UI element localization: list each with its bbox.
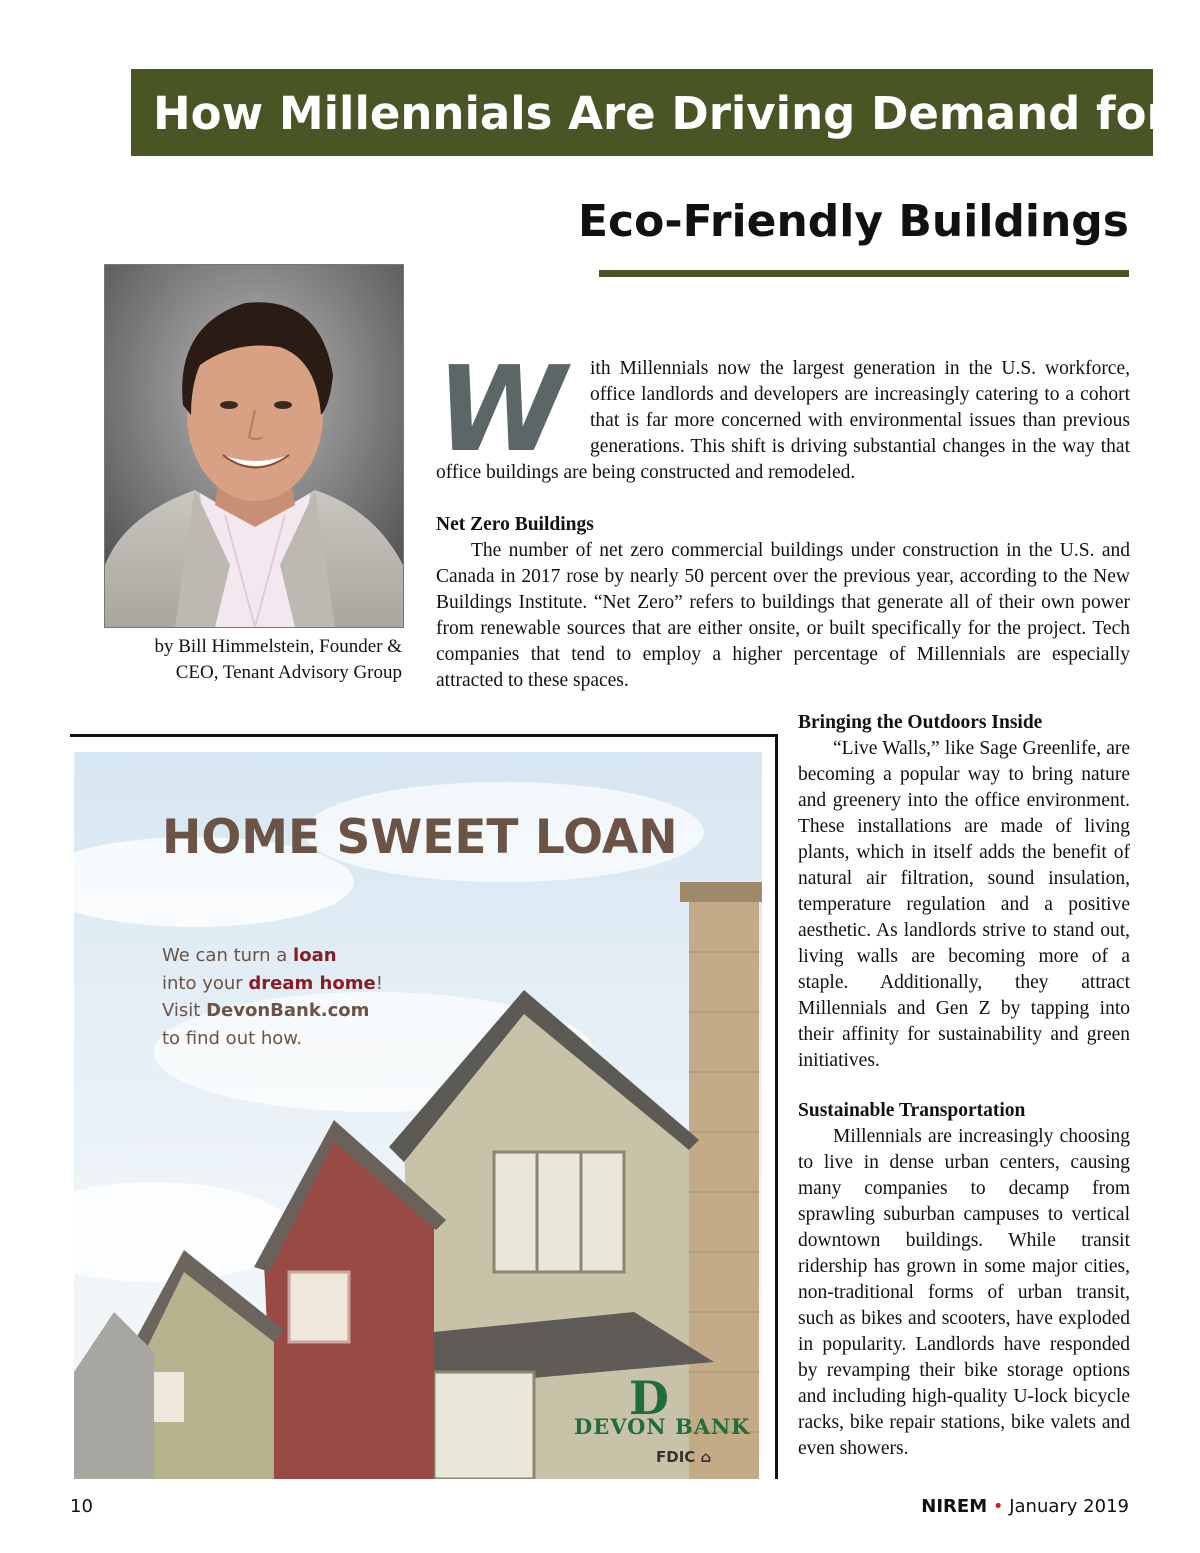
section-transportation — [798, 1098, 1130, 1462]
byline-line2: CEO, Tenant Advisory Group — [175, 662, 402, 683]
ad-copy-highlight: dream home — [248, 972, 376, 994]
author-byline — [104, 634, 402, 686]
bank-name: DEVON BANK — [574, 1414, 751, 1439]
title-underline — [599, 270, 1129, 277]
publication-name: NIREM — [921, 1496, 988, 1517]
ad-copy-text: Visit — [162, 1000, 207, 1021]
fdic-text: FDIC — [656, 1448, 696, 1466]
page-number: 10 — [70, 1496, 93, 1517]
ad-headline: HOME SWEET LOAN — [162, 810, 678, 865]
devon-bank-logo-icon — [619, 1370, 679, 1420]
fdic-label — [656, 1448, 711, 1466]
ad-copy-highlight: loan — [293, 945, 337, 966]
footer-separator: • — [992, 1496, 1004, 1517]
ad-frame-right — [775, 734, 778, 1479]
section-body: Millennials are increasingly choosing to live in dense urban centers, causing many companies to decamp from sprawling suburban campuses to vertical downtown buildings. While transit ridership has grown in some major cities, non-traditional forms of urban transit, such as bikes and scooters, have exploded in popularity. Landlords have responded by revamping their bike storage options and including high-quality U-lock bicycle racks, bike repair stations, bike valets and even showers. — [798, 1126, 1130, 1459]
intro-paragraph — [436, 356, 1130, 486]
section-net-zero — [436, 512, 1130, 694]
publication-footer — [921, 1496, 1129, 1517]
logo-letter: D — [629, 1371, 669, 1420]
ad-copy — [162, 942, 383, 1052]
ad-copy-text: to find out how. — [162, 1027, 303, 1049]
section-body: The number of net zero commercial buildings under construction in the U.S. and Canada in 2017 rose by nearly 50 percent over the previous year, according to the New Buildings Institute. “Net Zero” refers to buildings that generate all of their own power from renewable sources that are either onsite, or built specifically for the project. Tech companies that tend to employ a higher percentage of Millennials are especially attracted to these spaces. — [436, 540, 1130, 691]
section-heading: Bringing the Outdoors Inside — [798, 712, 1043, 733]
article-title-line2: Eco-Friendly Buildings — [577, 196, 1129, 247]
article-title-line1: How Millennials Are Driving Demand for — [153, 87, 1169, 140]
devon-bank-ad[interactable] — [74, 752, 762, 1479]
ad-copy-text: into your — [162, 972, 249, 994]
drop-cap-letter: W — [436, 358, 567, 458]
ad-copy-text: We can turn a — [162, 945, 294, 966]
drop-cap — [436, 358, 586, 458]
author-photo — [104, 264, 404, 628]
section-body: “Live Walls,” like Sage Greenlife, are becoming a popular way to bring nature and greenery into the office environment. These installations are made of living plants, which in itself adds the benefit of natural air filtration, sound insulation, temperature regulation and a positive aesthetic. As landlords strive to stand out, living walls are becoming more of a staple. Additionally, they attract Millennials and Gen Z by tapping into their affinity for sustainability and green initiatives. — [798, 738, 1130, 1071]
section-heading: Net Zero Buildings — [436, 514, 594, 535]
section-outdoors — [798, 710, 1130, 1074]
section-heading: Sustainable Transportation — [798, 1100, 1026, 1121]
ad-frame-top — [70, 734, 778, 737]
issue-date: January 2019 — [1009, 1496, 1129, 1517]
intro-text: ith Millennials now the largest generation in the U.S. workforce, office landlords and developers are increasingly catering to a cohort that is far more concerned with environmental issues than previous generations. This shift is driving substantial changes in the way that office buildings are being constructed and remodeled. — [436, 358, 1130, 483]
byline-line1: by Bill Himmelstein, Founder & — [154, 636, 402, 657]
ad-copy-website[interactable]: DevonBank.com — [206, 1000, 370, 1021]
equal-housing-icon: ⌂ — [700, 1448, 712, 1466]
ad-copy-text: ! — [375, 972, 383, 994]
